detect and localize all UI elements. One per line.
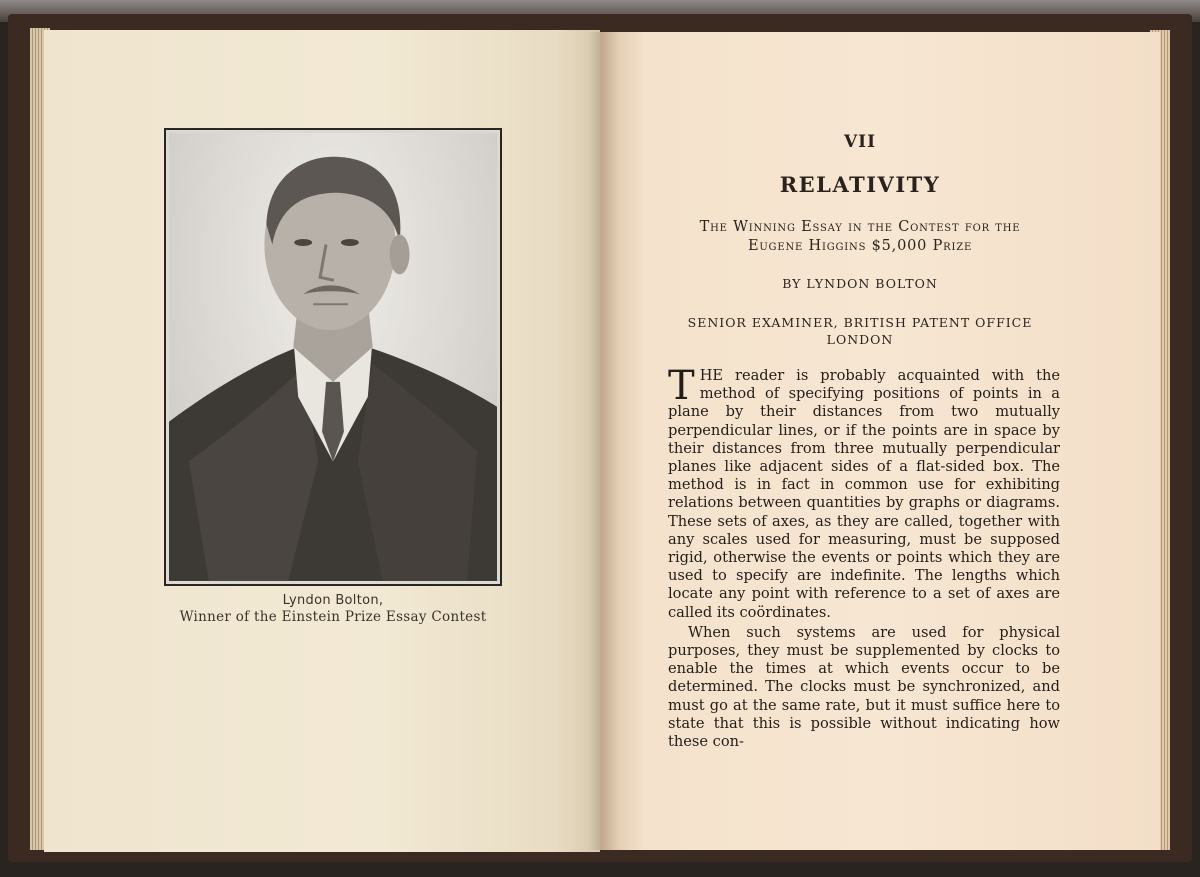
book-gutter bbox=[588, 32, 618, 850]
portrait-frame bbox=[164, 128, 502, 586]
drop-cap: T bbox=[668, 363, 695, 409]
subtitle-line-1: The Winning Essay in the Contest for the bbox=[699, 219, 1021, 235]
caption-description: Winner of the Einstein Prize Essay Contest bbox=[179, 609, 487, 625]
affiliation-line-1: SENIOR EXAMINER, BRITISH PATENT OFFICE bbox=[687, 315, 1033, 330]
chapter-subtitle bbox=[650, 218, 1070, 256]
paragraph-2: When such systems are used for physical purposes, they must be supplemented by clocks to enable the times at which events occur to be determined. The clocks must be synchronized, and must go at the same rate, but it must suffice here to state that this is possible without indicating how these con- bbox=[668, 623, 1060, 751]
affiliation-line-2: LONDON bbox=[826, 332, 894, 347]
portrait-caption bbox=[164, 592, 502, 626]
subtitle-line-2: Eugene Higgins $5,000 Prize bbox=[747, 238, 973, 254]
author-byline: BY LYNDON BOLTON bbox=[782, 276, 938, 291]
essay-body bbox=[668, 363, 1060, 751]
chapter-number: VII bbox=[843, 132, 877, 152]
paragraph-1-text: HE reader is probably acquainted with the method of specifying positions of points in a plane by their distances from two mutually perpendicular lines, or if the points are in space by their distances from three mutually perpendicular planes like adjacent sides of a flat-sided box. The method is in fact in common use for exhibiting relations between quantities by graphs or diagrams. These sets of axes, as they are called, together with any scales used for measuring, must be supposed rigid, otherwise the events or points which they are used to specify are indefinite. The lengths which locate any point with reference to a set of axes are called its coördinates. bbox=[668, 367, 1060, 621]
portrait-illustration bbox=[169, 133, 497, 581]
paragraph-1 bbox=[668, 363, 1060, 622]
portrait-photo bbox=[169, 133, 497, 581]
chapter-title: RELATIVITY bbox=[779, 172, 941, 197]
caption-name: Lyndon Bolton, bbox=[282, 593, 384, 608]
author-affiliation bbox=[650, 314, 1070, 348]
